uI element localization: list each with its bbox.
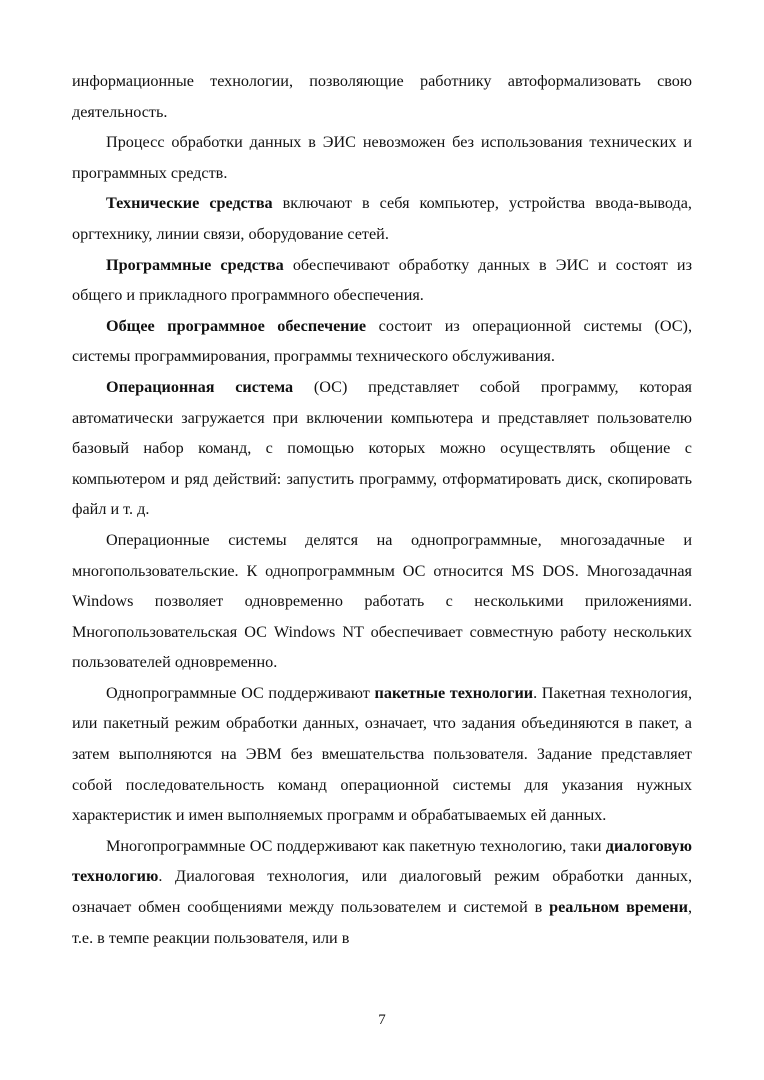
body-text: , т.е. в темпе реакции пользователя, или в: [72, 898, 692, 947]
body-text: . Пакетная технология, или пакетный режим обработки данных, означает, что задания объединяются в пакет, а затем выполняются на ЭВМ без вмешательства пользователя. Задание представляет собой последовательность команд операционной системы для указания нужных характеристик и имен выполняемых программ и обрабатываемых ей данных.: [72, 683, 692, 825]
body-text: Процесс обработки данных в ЭИС невозможен без использования технических и программных средств.: [72, 133, 692, 182]
body-text: (ОС) представляет собой программу, которая автоматически загружается при включении компьютера и представляет пользователю базовый набор команд, с помощью которых можно осуществлять общение с компьютером и ряд действий: запустить программу, отформатировать диск, скопировать файл и т. д.: [72, 377, 692, 519]
body-text: Операционные системы делятся на однопрограммные, многозадачные и многопользовательские. К однопрограммным ОС относится MS DOS. Многозадачная Windows позволяет одновременно работать с несколькими приложениями. Многопользовательская ОС Windows NT обеспечивает совместную работу нескольких пользователей одновременно.: [72, 530, 692, 672]
paragraph: [72, 831, 692, 953]
emphasis-text: Операционная система: [106, 377, 294, 396]
paragraph: [72, 250, 692, 311]
emphasis-text: пакетные технологии: [374, 683, 534, 702]
page-number: 7: [378, 1012, 386, 1028]
paragraph: [72, 188, 692, 249]
emphasis-text: Общее программное обеспечение: [106, 316, 367, 335]
body-text: обеспечивают обработку данных в ЭИС и состоят из общего и прикладного программного обеспечения.: [72, 255, 692, 305]
body-text: информационные технологии, позволяющие работнику автоформализовать свою деятельность.: [72, 72, 692, 121]
body-text: включают в себя компьютер, устройства ввода-вывода, оргтехнику, линии связи, оборудование сетей.: [72, 194, 692, 243]
paragraph: [72, 525, 692, 678]
paragraph: [72, 678, 692, 831]
document-body: [72, 66, 692, 953]
emphasis-text: реальном времени: [549, 898, 688, 917]
body-text: Многопрограммные ОС поддерживают как пакетную технологию, таки: [106, 836, 606, 855]
emphasis-text: Технические средства: [106, 194, 273, 213]
paragraph: [72, 372, 692, 525]
emphasis-text: диалоговую технологию: [72, 836, 692, 886]
paragraph: [72, 127, 692, 188]
paragraph: [72, 311, 692, 372]
body-text: состоит из операционной системы (ОС), системы программирования, программы технического обслуживания.: [72, 316, 692, 366]
paragraph: [72, 66, 692, 127]
emphasis-text: Программные средства: [106, 255, 284, 274]
body-text: . Диалоговая технология, или диалоговый режим обработки данных, означает обмен сообщениями между пользователем и системой в: [72, 867, 692, 917]
body-text: Однопрограммные ОС поддерживают: [106, 683, 375, 702]
